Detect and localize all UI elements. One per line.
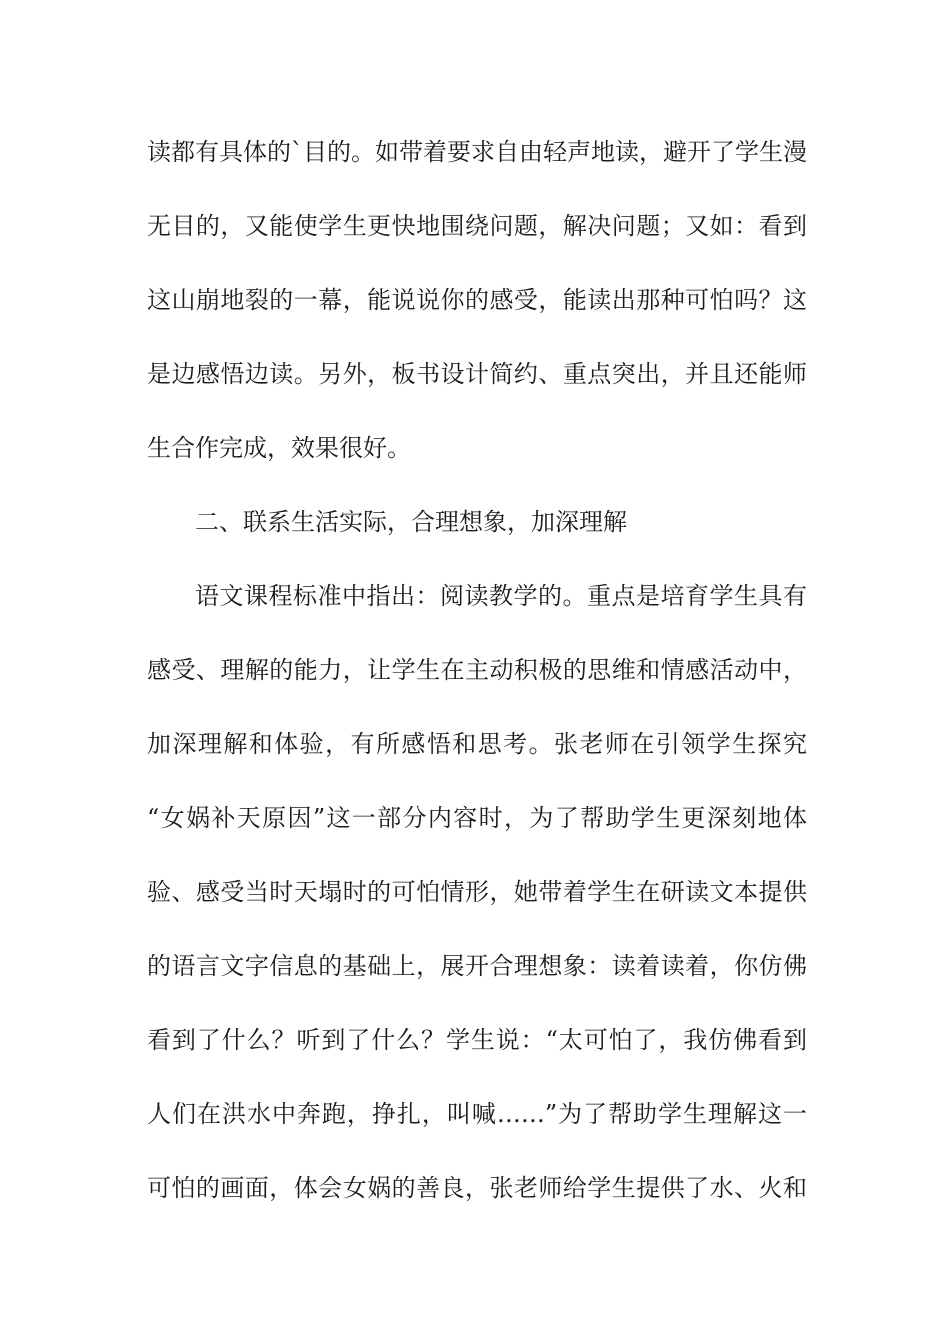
text-line: 无目的，又能使学生更快地围绕问题，解决问题；又如：看到 <box>147 212 807 240</box>
text-line: 感受、理解的能力，让学生在主动积极的思维和情感活动中， <box>147 656 807 684</box>
text-line: 验、感受当时天塌时的可怕情形，她带着学生在研读文本提供 <box>147 878 807 906</box>
text-line: 加深理解和体验，有所感悟和思考。张老师在引领学生探究 <box>147 730 807 758</box>
text-line: 人们在洪水中奔跑，挣扎，叫喊……”为了帮助学生理解这一 <box>147 1100 807 1128</box>
text-line: 是边感悟边读。另外，板书设计简约、重点突出，并且还能师 <box>147 360 807 388</box>
text-line: 的语言文字信息的基础上，展开合理想象：读着读着，你仿佛 <box>147 952 807 980</box>
paragraph-first-line: 语文课程标准中指出：阅读教学的。重点是培育学生具有 <box>195 582 807 610</box>
text-line: “女娲补天原因”这一部分内容时，为了帮助学生更深刻地体 <box>147 804 807 832</box>
text-line: 生合作完成，效果很好。 <box>147 434 411 462</box>
text-line: 这山崩地裂的一幕，能说说你的感受，能读出那种可怕吗？这 <box>147 286 807 314</box>
text-line: 看到了什么？听到了什么？学生说：“太可怕了，我仿佛看到 <box>147 1026 807 1054</box>
text-line: 读都有具体的`目的。如带着要求自由轻声地读，避开了学生漫 <box>147 138 807 166</box>
section-heading: 二、联系生活实际，合理想象，加深理解 <box>195 508 627 536</box>
text-line: 可怕的画面，体会女娲的善良，张老师给学生提供了水、火和 <box>147 1174 807 1202</box>
